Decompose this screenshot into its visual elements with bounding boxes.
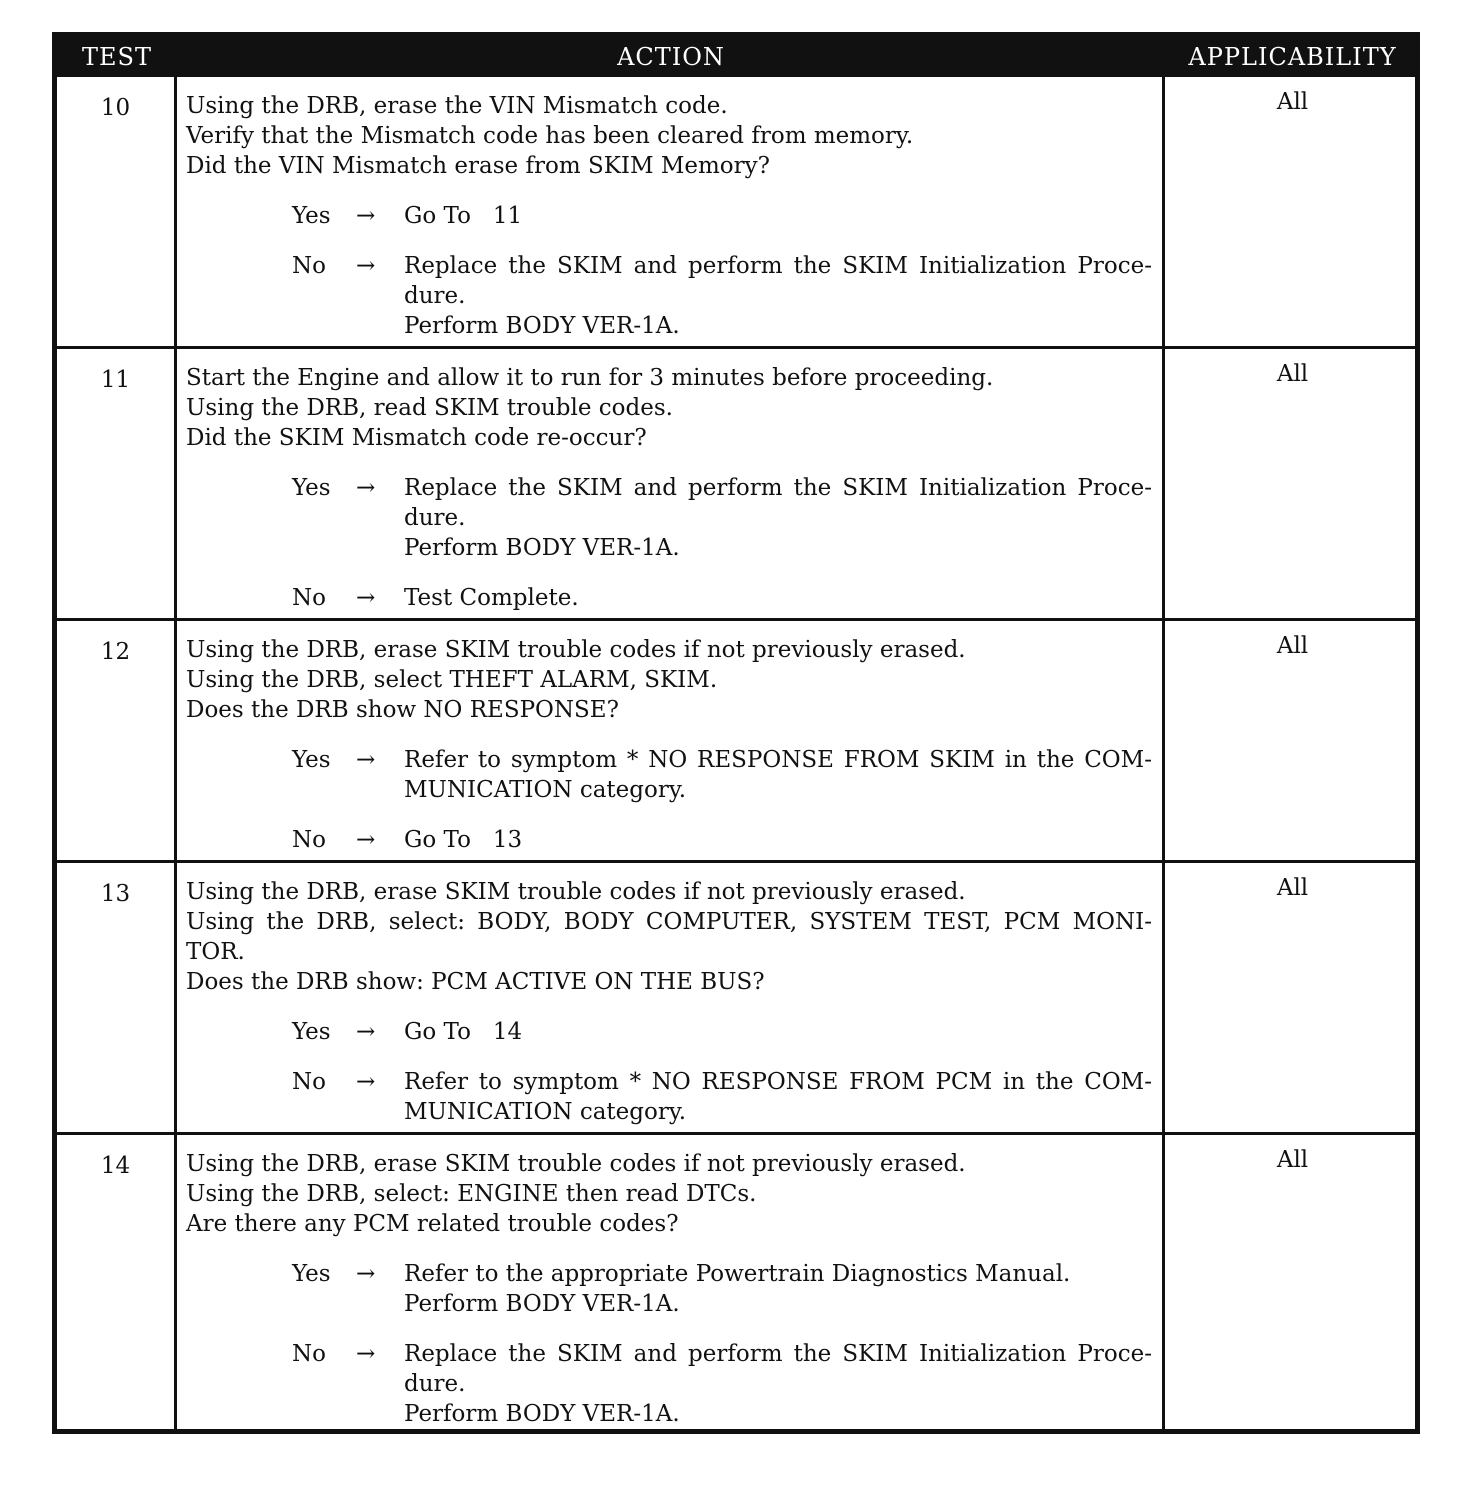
result-line: Go To 14	[404, 1019, 523, 1045]
no-branch	[186, 583, 1152, 613]
yes-label: Yes	[292, 203, 331, 229]
step-text: Using the DRB, erase the VIN Mismatch code.	[186, 93, 728, 119]
step-text: TOR.	[186, 939, 245, 965]
result-line: Perform BODY VER-1A.	[404, 313, 680, 339]
yes-branch	[186, 1259, 1152, 1319]
step-text: Does the DRB show NO RESPONSE?	[186, 697, 619, 723]
step-text: Did the VIN Mismatch erase from SKIM Memory?	[186, 153, 770, 179]
test-number: 13	[57, 863, 177, 1132]
arrow-right-icon: →	[356, 1019, 376, 1045]
step-text: Using the DRB, select: BODY, BODY COMPUTER, SYSTEM TEST, PCM MONI-	[186, 909, 1152, 935]
action-cell	[177, 77, 1165, 349]
yes-branch	[186, 473, 1152, 563]
yes-label: Yes	[292, 475, 331, 501]
no-result	[404, 1339, 1152, 1429]
step-text: Does the DRB show: PCM ACTIVE ON THE BUS?	[186, 969, 765, 995]
no-label: No	[292, 585, 326, 611]
result-line: Test Complete.	[404, 585, 579, 611]
table-row	[57, 346, 1415, 618]
result-line: MUNICATION category.	[404, 777, 687, 803]
step-text: Using the DRB, erase SKIM trouble codes if not previously erased.	[186, 1151, 966, 1177]
diagnostic-table	[52, 32, 1420, 1434]
step-text: Using the DRB, read SKIM trouble codes.	[186, 395, 673, 421]
yes-label: Yes	[292, 1261, 331, 1287]
yes-result	[404, 1017, 1152, 1047]
no-result	[404, 825, 1152, 855]
no-result	[404, 1067, 1152, 1127]
yes-result	[404, 745, 1152, 805]
test-number: 10	[57, 77, 177, 349]
result-line: MUNICATION category.	[404, 1099, 687, 1125]
yes-branch	[186, 745, 1152, 805]
applicability-cell: All	[1276, 1147, 1309, 1173]
test-number: 14	[57, 1135, 177, 1434]
step-text: Did the SKIM Mismatch code re-occur?	[186, 425, 647, 451]
arrow-right-icon: →	[356, 475, 376, 501]
arrow-right-icon: →	[356, 1341, 376, 1367]
yes-branch	[186, 201, 1152, 231]
result-line: Refer to the appropriate Powertrain Diagnostics Manual.	[404, 1261, 1071, 1287]
arrow-right-icon: →	[356, 203, 376, 229]
table-header	[57, 37, 1415, 77]
yes-branch	[186, 1017, 1152, 1047]
result-line: dure.	[404, 505, 466, 531]
applicability-cell: All	[1276, 361, 1309, 387]
applicability-cell: All	[1276, 633, 1309, 659]
result-line: Perform BODY VER-1A.	[404, 1291, 680, 1317]
action-cell	[177, 1135, 1165, 1434]
step-text: Start the Engine and allow it to run for 3 minutes before proceeding.	[186, 365, 994, 391]
step-text: Verify that the Mismatch code has been cleared from memory.	[186, 123, 914, 149]
header-test: TEST	[82, 43, 152, 71]
no-result	[404, 251, 1152, 341]
no-label: No	[292, 253, 326, 279]
step-text: Using the DRB, erase SKIM trouble codes if not previously erased.	[186, 637, 966, 663]
action-cell	[177, 621, 1165, 860]
result-line: Go To 13	[404, 827, 523, 853]
table-row	[57, 860, 1415, 1132]
yes-label: Yes	[292, 747, 331, 773]
result-line: Refer to symptom * NO RESPONSE FROM SKIM in the COM-	[404, 747, 1152, 773]
result-line: dure.	[404, 283, 466, 309]
action-cell	[177, 863, 1165, 1132]
step-text: Using the DRB, select THEFT ALARM, SKIM.	[186, 667, 718, 693]
yes-result	[404, 1259, 1152, 1319]
no-branch	[186, 251, 1152, 341]
table-row	[57, 77, 1415, 349]
no-branch	[186, 825, 1152, 855]
table-row	[57, 1132, 1415, 1434]
action-cell	[177, 349, 1165, 618]
table-row	[57, 618, 1415, 860]
arrow-right-icon: →	[356, 827, 376, 853]
no-label: No	[292, 1341, 326, 1367]
no-label: No	[292, 827, 326, 853]
no-result	[404, 583, 1152, 613]
result-line: Replace the SKIM and perform the SKIM Initialization Proce-	[404, 1341, 1152, 1367]
result-line: Perform BODY VER-1A.	[404, 1401, 680, 1427]
result-line: Go To 11	[404, 203, 523, 229]
applicability-cell: All	[1276, 875, 1309, 901]
yes-label: Yes	[292, 1019, 331, 1045]
step-text: Are there any PCM related trouble codes?	[186, 1211, 679, 1237]
no-branch	[186, 1067, 1152, 1127]
applicability-cell: All	[1276, 89, 1309, 115]
yes-result	[404, 201, 1152, 231]
arrow-right-icon: →	[356, 253, 376, 279]
result-line: Replace the SKIM and perform the SKIM Initialization Proce-	[404, 475, 1152, 501]
step-text: Using the DRB, erase SKIM trouble codes if not previously erased.	[186, 879, 966, 905]
result-line: Replace the SKIM and perform the SKIM Initialization Proce-	[404, 253, 1152, 279]
arrow-right-icon: →	[356, 1069, 376, 1095]
step-text: Using the DRB, select: ENGINE then read DTCs.	[186, 1181, 757, 1207]
test-number: 11	[57, 349, 177, 618]
yes-result	[404, 473, 1152, 563]
result-line: dure.	[404, 1371, 466, 1397]
test-number: 12	[57, 621, 177, 860]
arrow-right-icon: →	[356, 1261, 376, 1287]
result-line: Refer to symptom * NO RESPONSE FROM PCM in the COM-	[404, 1069, 1152, 1095]
arrow-right-icon: →	[356, 747, 376, 773]
arrow-right-icon: →	[356, 585, 376, 611]
header-applicability: APPLICABILITY	[1188, 43, 1397, 71]
no-branch	[186, 1339, 1152, 1429]
header-action: ACTION	[617, 43, 725, 71]
result-line: Perform BODY VER-1A.	[404, 535, 680, 561]
no-label: No	[292, 1069, 326, 1095]
